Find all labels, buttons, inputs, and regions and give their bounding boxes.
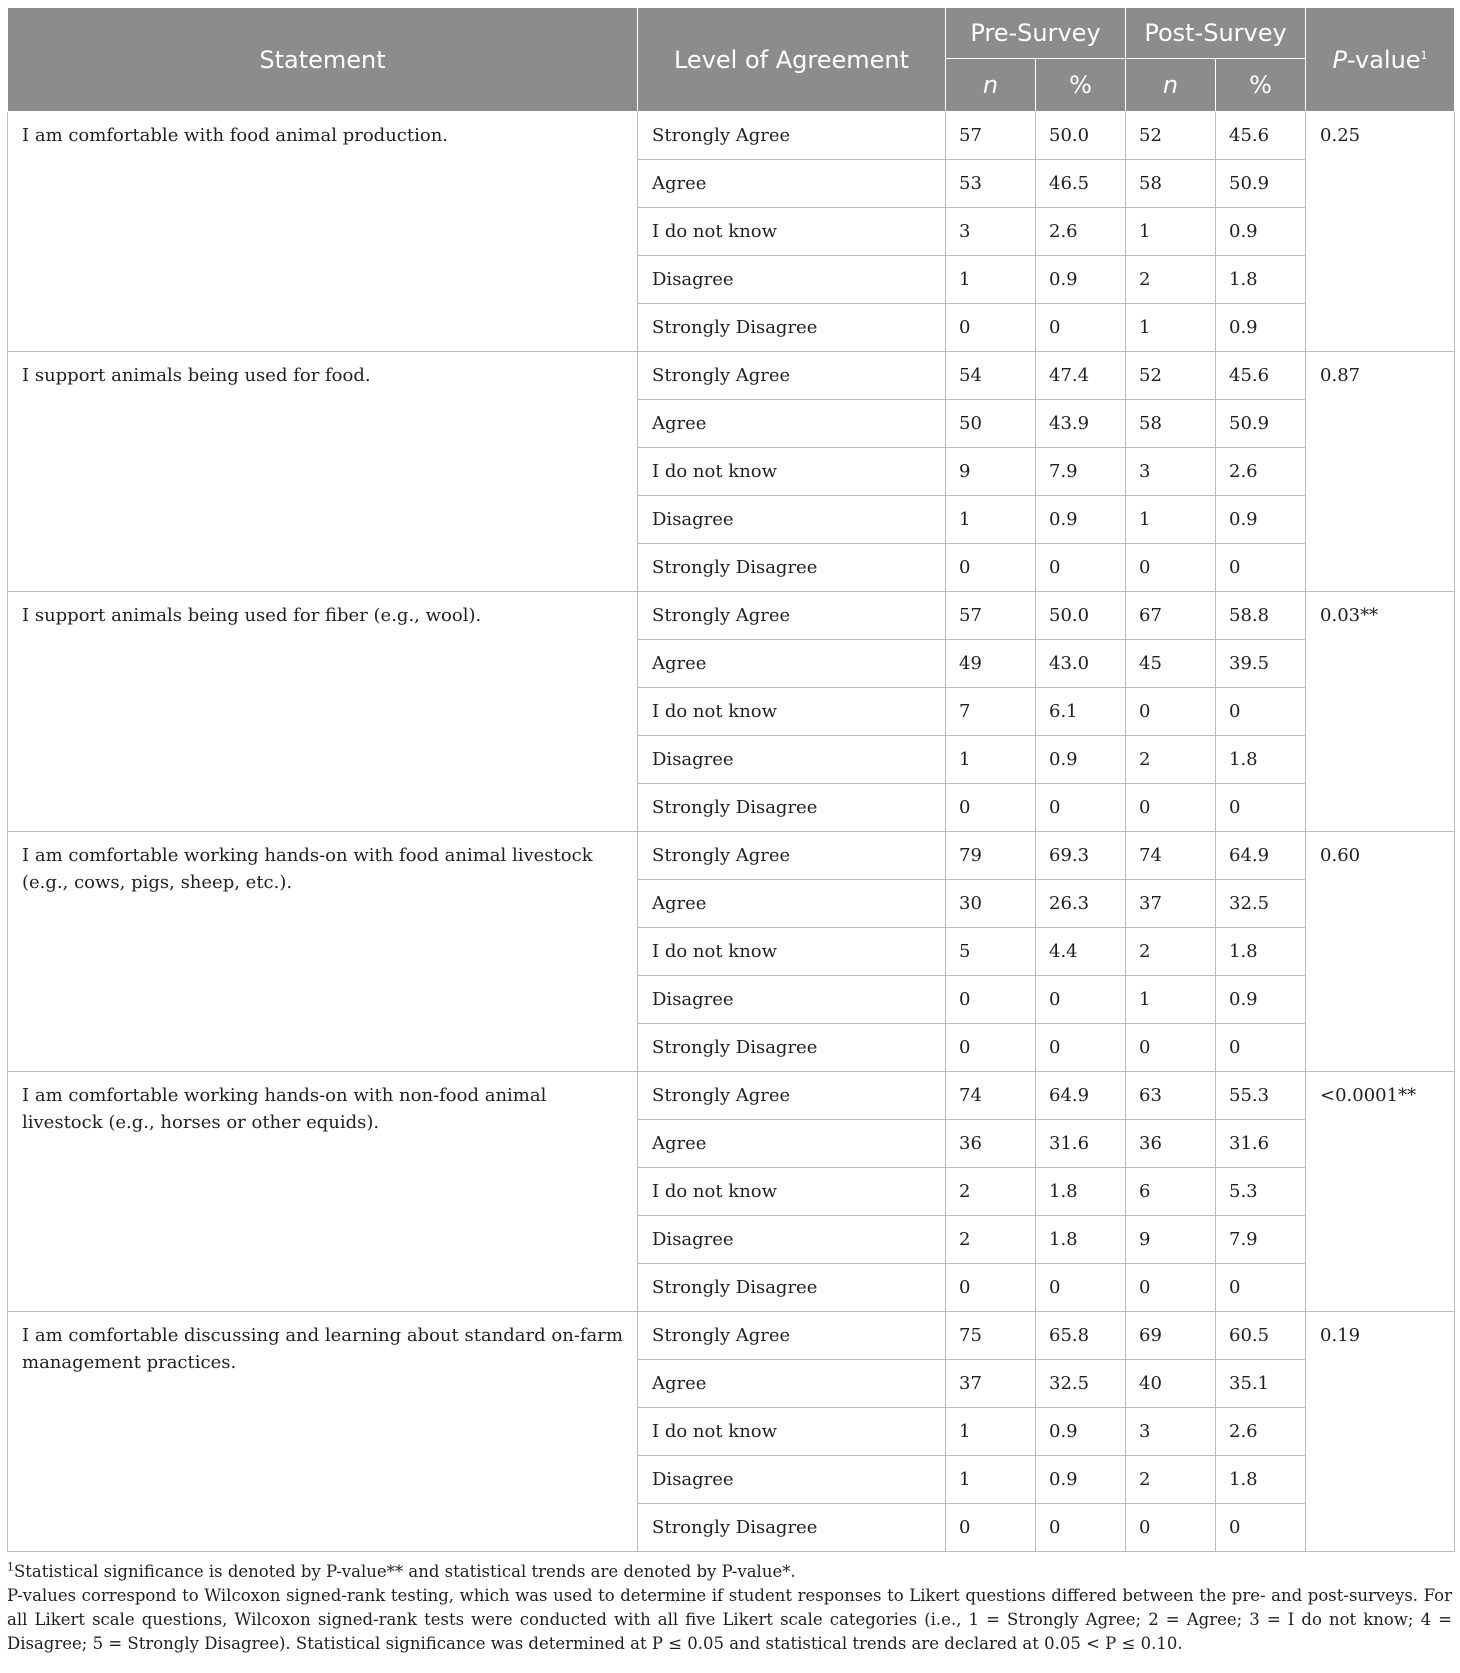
pre-n-cell: 74 — [946, 1072, 1036, 1120]
pre-pct-cell: 69.3 — [1036, 832, 1126, 880]
statement-cell: I am comfortable working hands-on with non-food animal livestock (e.g., horses or other equids). — [8, 1072, 638, 1312]
pre-n-cell: 57 — [946, 112, 1036, 160]
pre-n-cell: 0 — [946, 304, 1036, 352]
agreement-level-cell: Disagree — [638, 1456, 946, 1504]
table-row — [8, 1072, 1455, 1120]
post-n-cell: 1 — [1126, 208, 1216, 256]
agreement-level-cell: Strongly Disagree — [638, 1264, 946, 1312]
post-pct-cell: 39.5 — [1216, 640, 1306, 688]
pre-n-cell: 1 — [946, 736, 1036, 784]
post-n-cell: 52 — [1126, 352, 1216, 400]
pre-n-cell: 1 — [946, 1408, 1036, 1456]
agreement-level-cell: I do not know — [638, 1168, 946, 1216]
pre-pct-cell: 26.3 — [1036, 880, 1126, 928]
pre-n-cell: 49 — [946, 640, 1036, 688]
post-n-cell: 52 — [1126, 112, 1216, 160]
survey-table — [7, 7, 1455, 1552]
pre-pct-cell: 32.5 — [1036, 1360, 1126, 1408]
agreement-level-cell: Strongly Agree — [638, 112, 946, 160]
pre-pct-cell: 50.0 — [1036, 592, 1126, 640]
post-n-cell: 40 — [1126, 1360, 1216, 1408]
post-n-cell: 36 — [1126, 1120, 1216, 1168]
pre-n-cell: 9 — [946, 448, 1036, 496]
pre-n-cell: 5 — [946, 928, 1036, 976]
header-level-of-agreement: Level of Agreement — [638, 8, 946, 112]
agreement-level-cell: Strongly Agree — [638, 592, 946, 640]
post-n-cell: 2 — [1126, 928, 1216, 976]
footnote-1-marker: 1 — [7, 1560, 14, 1574]
post-n-cell: 58 — [1126, 160, 1216, 208]
agreement-level-cell: Strongly Agree — [638, 352, 946, 400]
agreement-level-cell: I do not know — [638, 1408, 946, 1456]
agreement-level-cell: Strongly Disagree — [638, 1024, 946, 1072]
statement-cell: I support animals being used for fiber (e.g., wool). — [8, 592, 638, 832]
agreement-level-cell: I do not know — [638, 688, 946, 736]
table-row — [8, 592, 1455, 640]
p-value-cell: <0.0001** — [1306, 1072, 1455, 1312]
pre-n-cell: 79 — [946, 832, 1036, 880]
pre-n-cell: 0 — [946, 544, 1036, 592]
table-row — [8, 352, 1455, 400]
header-post-survey: Post-Survey — [1126, 8, 1306, 59]
pre-n-cell: 50 — [946, 400, 1036, 448]
pre-n-cell: 36 — [946, 1120, 1036, 1168]
table-body — [8, 112, 1455, 1552]
pre-pct-cell: 7.9 — [1036, 448, 1126, 496]
pre-pct-cell: 43.9 — [1036, 400, 1126, 448]
pre-pct-cell: 0 — [1036, 1264, 1126, 1312]
pre-n-cell: 0 — [946, 784, 1036, 832]
table-row — [8, 1312, 1455, 1360]
post-n-cell: 2 — [1126, 256, 1216, 304]
agreement-level-cell: Strongly Agree — [638, 1072, 946, 1120]
post-n-cell: 3 — [1126, 448, 1216, 496]
post-n-cell: 2 — [1126, 736, 1216, 784]
agreement-level-cell: Strongly Disagree — [638, 784, 946, 832]
table-footnotes — [7, 1560, 1454, 1656]
p-value-cell: 0.60 — [1306, 832, 1455, 1072]
pre-n-cell: 53 — [946, 160, 1036, 208]
pre-pct-cell: 4.4 — [1036, 928, 1126, 976]
header-row — [8, 8, 1455, 59]
post-n-cell: 0 — [1126, 1504, 1216, 1552]
post-n-cell: 69 — [1126, 1312, 1216, 1360]
pre-pct-cell: 0 — [1036, 544, 1126, 592]
header-post-n: n — [1126, 59, 1216, 112]
post-n-cell: 37 — [1126, 880, 1216, 928]
post-n-cell: 1 — [1126, 976, 1216, 1024]
footnote-1-text: Statistical significance is denoted by P-value** and statistical trends are denoted by P-value*. — [14, 1562, 796, 1581]
pre-pct-cell: 0 — [1036, 1504, 1126, 1552]
pre-pct-cell: 31.6 — [1036, 1120, 1126, 1168]
pre-pct-cell: 0.9 — [1036, 736, 1126, 784]
agreement-level-cell: I do not know — [638, 928, 946, 976]
header-p-value — [1306, 8, 1455, 112]
post-n-cell: 0 — [1126, 688, 1216, 736]
statement-cell: I support animals being used for food. — [8, 352, 638, 592]
agreement-level-cell: I do not know — [638, 208, 946, 256]
post-pct-cell: 1.8 — [1216, 256, 1306, 304]
header-pre-survey: Pre-Survey — [946, 8, 1126, 59]
post-n-cell: 74 — [1126, 832, 1216, 880]
pre-n-cell: 75 — [946, 1312, 1036, 1360]
pre-pct-cell: 0.9 — [1036, 496, 1126, 544]
agreement-level-cell: Strongly Agree — [638, 1312, 946, 1360]
p-value-cell: 0.25 — [1306, 112, 1455, 352]
pre-n-cell: 1 — [946, 1456, 1036, 1504]
post-pct-cell: 0.9 — [1216, 208, 1306, 256]
post-pct-cell: 64.9 — [1216, 832, 1306, 880]
post-pct-cell: 55.3 — [1216, 1072, 1306, 1120]
agreement-level-cell: Agree — [638, 400, 946, 448]
pre-n-cell: 2 — [946, 1216, 1036, 1264]
post-pct-cell: 35.1 — [1216, 1360, 1306, 1408]
pre-pct-cell: 43.0 — [1036, 640, 1126, 688]
footnote-2: P-values correspond to Wilcoxon signed-rank testing, which was used to determine if student responses to Likert questions differed between the pre- and post-surveys. For all Likert scale questions, Wilcoxon signed-rank tests were conducted with all five Likert scale categories (i.e., 1 = Strongly Agree; 2 = Agree; 3 = I do not know; 4 = Disagree; 5 = Strongly Disagree). Statistical significance was determined at P ≤ 0.05 and statistical trends are declared at 0.05 < P ≤ 0.10. — [7, 1586, 1452, 1653]
pre-pct-cell: 2.6 — [1036, 208, 1126, 256]
post-pct-cell: 58.8 — [1216, 592, 1306, 640]
post-n-cell: 67 — [1126, 592, 1216, 640]
post-pct-cell: 60.5 — [1216, 1312, 1306, 1360]
statement-cell: I am comfortable with food animal production. — [8, 112, 638, 352]
pre-n-cell: 54 — [946, 352, 1036, 400]
pre-n-cell: 37 — [946, 1360, 1036, 1408]
pre-n-cell: 1 — [946, 496, 1036, 544]
post-pct-cell: 0 — [1216, 688, 1306, 736]
pre-n-cell: 57 — [946, 592, 1036, 640]
agreement-level-cell: Agree — [638, 1360, 946, 1408]
p-value-cell: 0.03** — [1306, 592, 1455, 832]
agreement-level-cell: Disagree — [638, 736, 946, 784]
statement-cell: I am comfortable discussing and learning about standard on-farm management practices. — [8, 1312, 638, 1552]
pre-n-cell: 0 — [946, 1024, 1036, 1072]
agreement-level-cell: Strongly Disagree — [638, 544, 946, 592]
pre-pct-cell: 0 — [1036, 784, 1126, 832]
post-n-cell: 0 — [1126, 1024, 1216, 1072]
agreement-level-cell: Strongly Agree — [638, 832, 946, 880]
pre-n-cell: 0 — [946, 976, 1036, 1024]
statement-cell: I am comfortable working hands-on with food animal livestock (e.g., cows, pigs, sheep, etc.). — [8, 832, 638, 1072]
agreement-level-cell: I do not know — [638, 448, 946, 496]
agreement-level-cell: Agree — [638, 640, 946, 688]
post-pct-cell: 2.6 — [1216, 1408, 1306, 1456]
pre-n-cell: 0 — [946, 1264, 1036, 1312]
header-post-pct: % — [1216, 59, 1306, 112]
pre-pct-cell: 0.9 — [1036, 1456, 1126, 1504]
post-pct-cell: 1.8 — [1216, 736, 1306, 784]
post-pct-cell: 0.9 — [1216, 304, 1306, 352]
pre-pct-cell: 47.4 — [1036, 352, 1126, 400]
post-pct-cell: 0 — [1216, 784, 1306, 832]
header-p-rest: -value — [1346, 45, 1421, 74]
post-pct-cell: 50.9 — [1216, 160, 1306, 208]
agreement-level-cell: Disagree — [638, 496, 946, 544]
post-n-cell: 1 — [1126, 496, 1216, 544]
pre-pct-cell: 50.0 — [1036, 112, 1126, 160]
pre-pct-cell: 46.5 — [1036, 160, 1126, 208]
post-n-cell: 63 — [1126, 1072, 1216, 1120]
pre-pct-cell: 1.8 — [1036, 1168, 1126, 1216]
pre-pct-cell: 0 — [1036, 304, 1126, 352]
agreement-level-cell: Strongly Disagree — [638, 304, 946, 352]
agreement-level-cell: Disagree — [638, 256, 946, 304]
pre-pct-cell: 6.1 — [1036, 688, 1126, 736]
agreement-level-cell: Agree — [638, 880, 946, 928]
post-pct-cell: 0 — [1216, 1024, 1306, 1072]
pre-n-cell: 0 — [946, 1504, 1036, 1552]
header-statement: Statement — [8, 8, 638, 112]
post-pct-cell: 32.5 — [1216, 880, 1306, 928]
post-pct-cell: 50.9 — [1216, 400, 1306, 448]
agreement-level-cell: Strongly Disagree — [638, 1504, 946, 1552]
pre-pct-cell: 0 — [1036, 1024, 1126, 1072]
post-n-cell: 2 — [1126, 1456, 1216, 1504]
post-n-cell: 6 — [1126, 1168, 1216, 1216]
footnote-1 — [7, 1560, 1452, 1584]
table-row — [8, 112, 1455, 160]
table-container — [7, 7, 1454, 1656]
agreement-level-cell: Agree — [638, 1120, 946, 1168]
post-n-cell: 0 — [1126, 784, 1216, 832]
post-pct-cell: 2.6 — [1216, 448, 1306, 496]
agreement-level-cell: Disagree — [638, 976, 946, 1024]
table-row — [8, 832, 1455, 880]
post-n-cell: 9 — [1126, 1216, 1216, 1264]
pre-n-cell: 2 — [946, 1168, 1036, 1216]
post-pct-cell: 31.6 — [1216, 1120, 1306, 1168]
header-p-italic: P — [1332, 45, 1347, 74]
pre-pct-cell: 0.9 — [1036, 256, 1126, 304]
header-pre-pct: % — [1036, 59, 1126, 112]
pre-pct-cell: 64.9 — [1036, 1072, 1126, 1120]
header-p-sup: 1 — [1420, 48, 1428, 62]
post-pct-cell: 1.8 — [1216, 928, 1306, 976]
post-pct-cell: 0 — [1216, 1504, 1306, 1552]
post-pct-cell: 0.9 — [1216, 976, 1306, 1024]
post-pct-cell: 7.9 — [1216, 1216, 1306, 1264]
post-pct-cell: 0.9 — [1216, 496, 1306, 544]
post-n-cell: 0 — [1126, 544, 1216, 592]
pre-n-cell: 1 — [946, 256, 1036, 304]
post-pct-cell: 0 — [1216, 1264, 1306, 1312]
agreement-level-cell: Agree — [638, 160, 946, 208]
post-n-cell: 45 — [1126, 640, 1216, 688]
pre-n-cell: 3 — [946, 208, 1036, 256]
post-pct-cell: 45.6 — [1216, 112, 1306, 160]
pre-pct-cell: 0.9 — [1036, 1408, 1126, 1456]
pre-pct-cell: 1.8 — [1036, 1216, 1126, 1264]
p-value-cell: 0.87 — [1306, 352, 1455, 592]
pre-n-cell: 30 — [946, 880, 1036, 928]
header-pre-n: n — [946, 59, 1036, 112]
post-pct-cell: 0 — [1216, 544, 1306, 592]
agreement-level-cell: Disagree — [638, 1216, 946, 1264]
pre-n-cell: 7 — [946, 688, 1036, 736]
post-n-cell: 1 — [1126, 304, 1216, 352]
pre-pct-cell: 65.8 — [1036, 1312, 1126, 1360]
post-pct-cell: 5.3 — [1216, 1168, 1306, 1216]
pre-pct-cell: 0 — [1036, 976, 1126, 1024]
p-value-cell: 0.19 — [1306, 1312, 1455, 1552]
post-n-cell: 3 — [1126, 1408, 1216, 1456]
post-pct-cell: 45.6 — [1216, 352, 1306, 400]
post-n-cell: 58 — [1126, 400, 1216, 448]
post-pct-cell: 1.8 — [1216, 1456, 1306, 1504]
post-n-cell: 0 — [1126, 1264, 1216, 1312]
